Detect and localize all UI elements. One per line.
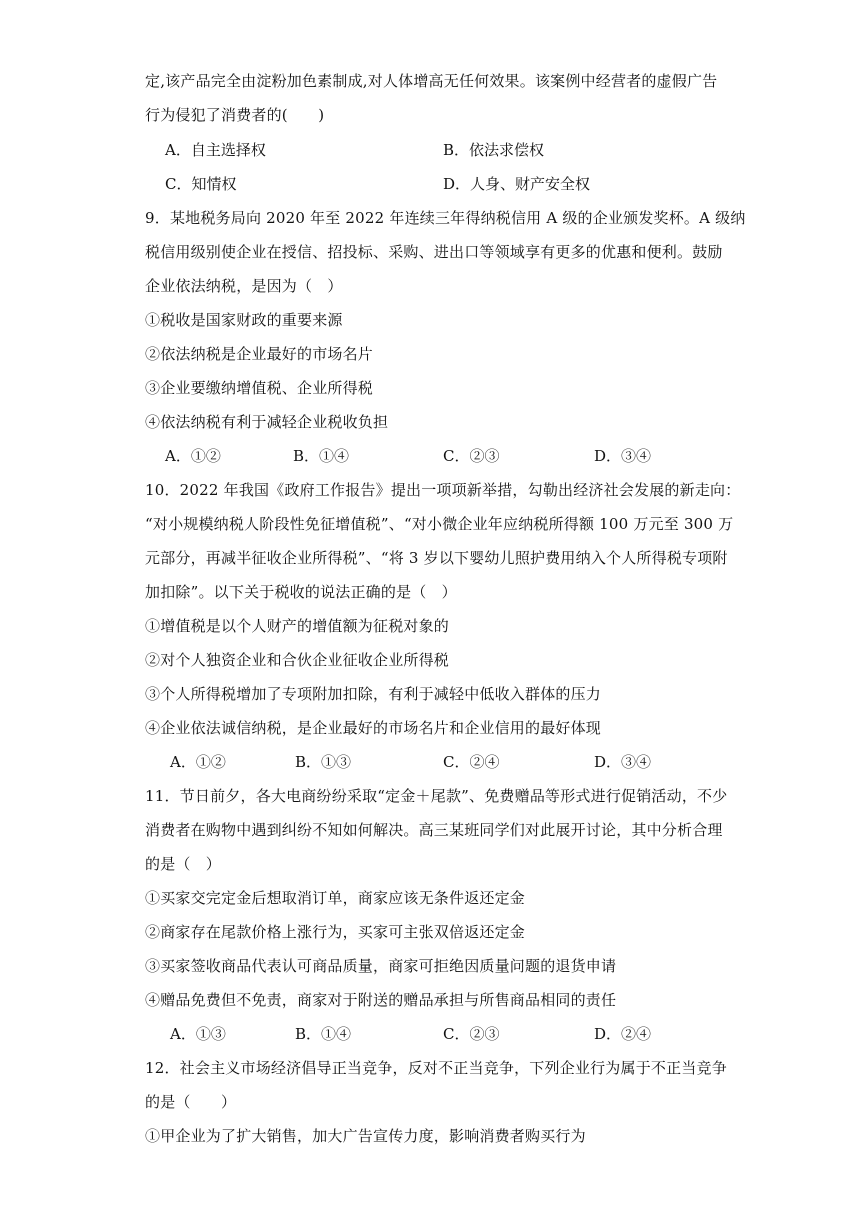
q10-statement-4: ④企业依法诚信纳税，是企业最好的市场名片和企业信用的最好体现 — [145, 719, 602, 737]
q8-option-a: A．自主选择权 — [165, 141, 266, 159]
q10-option-b: B．①③ — [295, 753, 352, 771]
q12-stem-line-1: 12．社会主义市场经济倡导正当竞争，反对不正当竞争，下列企业行为属于不正当竞争 — [145, 1059, 727, 1077]
q10-statement-3: ③个人所得税增加了专项附加扣除，有利于减轻中低收入群体的压力 — [145, 685, 602, 703]
q8-option-c: C．知情权 — [165, 175, 237, 193]
q10-stem-line-1: 10．2022 年我国《政府工作报告》提出一项项新举措，勾勒出经济社会发展的新走向： — [145, 481, 741, 499]
q9-option-b: B．①④ — [293, 447, 350, 465]
q11-option-a: A．①③ — [170, 1025, 226, 1043]
q11-option-b: B．①④ — [295, 1025, 352, 1043]
q12-stem-line-2: 的是（ ） — [145, 1093, 237, 1111]
q8-stem-line-1: 定,该产品完全由淀粉加色素制成,对人体增高无任何效果。该案例中经营者的虚假广告 — [145, 72, 718, 90]
q9-option-c: C．②③ — [443, 447, 500, 465]
q9-option-a: A．①② — [165, 447, 221, 465]
q10-option-d: D．③④ — [594, 753, 652, 771]
q11-option-c: C．②③ — [443, 1025, 500, 1043]
q9-statement-2: ②依法纳税是企业最好的市场名片 — [145, 345, 374, 363]
q11-stem-line-2: 消费者在购物中遇到纠纷不知如何解决。高三某班同学们对此展开讨论，其中分析合理 — [145, 821, 723, 839]
q10-stem-line-4: 加扣除”。以下关于税收的说法正确的是（ ） — [145, 583, 457, 601]
q9-statement-3: ③企业要缴纳增值税、企业所得税 — [145, 379, 374, 397]
q8-option-d: D．人身、财产安全权 — [443, 175, 591, 193]
q8-stem-line-2: 行为侵犯了消费者的( ) — [145, 106, 325, 124]
q11-statement-2: ②商家存在尾款价格上涨行为，买家可主张双倍返还定金 — [145, 923, 526, 941]
q11-statement-4: ④赠品免费但不免责，商家对于附送的赠品承担与所售商品相同的责任 — [145, 991, 617, 1009]
q11-statement-1: ①买家交完定金后想取消订单，商家应该无条件返还定金 — [145, 889, 526, 907]
q9-statement-1: ①税收是国家财政的重要来源 — [145, 311, 343, 329]
q9-statement-4: ④依法纳税有利于减轻企业税收负担 — [145, 413, 389, 431]
q8-option-b: B．依法求偿权 — [443, 141, 545, 159]
q11-statement-3: ③买家签收商品代表认可商品质量，商家可拒绝因质量问题的退货申请 — [145, 957, 617, 975]
q10-option-c: C．②④ — [443, 753, 500, 771]
q9-stem-line-1: 9．某地税务局向 2020 年至 2022 年连续三年得纳税信用 A 级的企业颁发奖杯。A 级纳 — [145, 209, 746, 227]
q12-statement-1: ①甲企业为了扩大销售，加大广告宣传力度，影响消费者购买行为 — [145, 1127, 586, 1145]
q11-stem-line-3: 的是（ ） — [145, 855, 222, 873]
q10-option-a: A．①② — [170, 753, 226, 771]
q9-option-d: D．③④ — [594, 447, 652, 465]
q10-stem-line-2: “对小规模纳税人阶段性免征增值税”、“对小微企业年应纳税所得额 100 万元至 300 万 — [145, 515, 734, 533]
q11-stem-line-1: 11．节日前夕，各大电商纷纷采取“定金＋尾款”、免费赠品等形式进行促销活动，不少 — [145, 787, 728, 805]
q9-stem-line-2: 税信用级别使企业在授信、招投标、采购、进出口等领域享有更多的优惠和便利。鼓励 — [145, 243, 723, 261]
q9-stem-line-3: 企业依法纳税，是因为（ ） — [145, 277, 343, 295]
q10-statement-1: ①增值税是以个人财产的增值额为征税对象的 — [145, 617, 450, 635]
q11-option-d: D．②④ — [594, 1025, 652, 1043]
q10-statement-2: ②对个人独资企业和合伙企业征收企业所得税 — [145, 651, 450, 669]
q10-stem-line-3: 元部分，再减半征收企业所得税”、“将 3 岁以下婴幼儿照护费用纳入个人所得税专项附 — [145, 549, 728, 567]
